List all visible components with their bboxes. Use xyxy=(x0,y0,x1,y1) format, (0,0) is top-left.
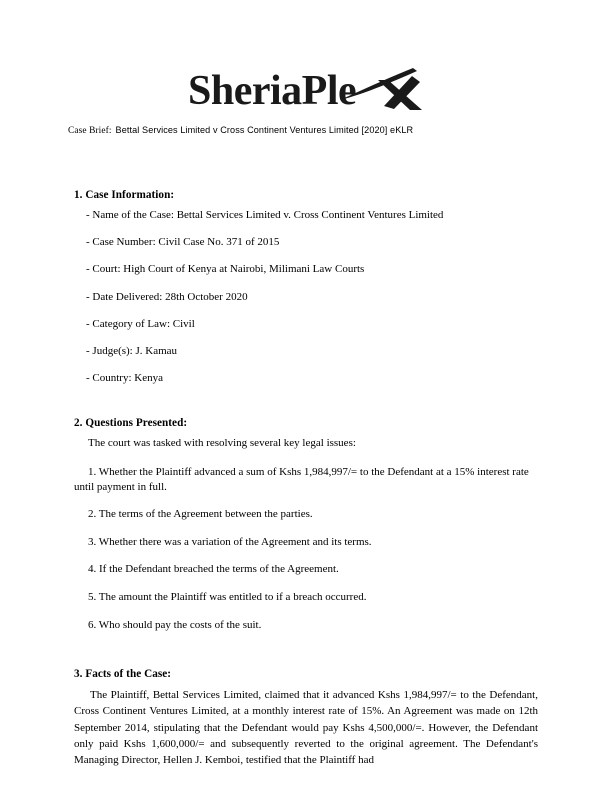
section-spacer xyxy=(74,645,538,667)
list-item: - Court: High Court of Kenya at Nairobi, Milimani Law Courts xyxy=(86,263,365,276)
list-item: - Judge(s): J. Kamau xyxy=(86,344,178,357)
list-item: - Country: Kenya xyxy=(86,372,163,385)
facts-paragraph: The Plaintiff, Bettal Services Limited, claimed that it advanced Kshs 1,984,997/= to the Defendant, Cross Continent Ventures Limited, at a monthly interest rate of 15%. An Agreement was made on 12th September 2014, stipulating that the Defendant would pay Kshs 4,500,000/=. However, the Defendant only paid Kshs 1,600,000/= and subsequently reverted to the original agreement. The Defendant's Managing Director, Hellen J. Kemboi, testified that the Plaintiff had xyxy=(74,689,538,767)
list-item: - Case Number: Civil Case No. 371 of 2015 xyxy=(86,236,280,249)
logo-header xyxy=(0,62,612,118)
sheriaplex-logo-icon xyxy=(188,62,424,118)
list-item: 2. The terms of the Agreement between the parties. xyxy=(88,508,313,521)
list-item: 4. If the Defendant breached the terms of the Agreement. xyxy=(88,563,339,576)
section-heading-case-information: 1. Case Information: xyxy=(74,189,175,201)
list-item: 3. Whether there was a variation of the Agreement and its terms. xyxy=(88,535,372,548)
list-item: - Name of the Case: Bettal Services Limited v. Cross Continent Ventures Limited xyxy=(86,209,444,221)
list-item: 5. The amount the Plaintiff was entitled to if a breach occurred. xyxy=(88,591,367,604)
case-citation-value: Bettal Services Limited v Cross Continent Ventures Limited [2020] eKLR xyxy=(115,125,414,135)
svg-text:SheriaPle: SheriaPle xyxy=(188,68,357,114)
questions-intro: The court was tasked with resolving several key legal issues: xyxy=(88,437,356,450)
case-citation xyxy=(68,124,548,138)
list-item: - Date Delivered: 28th October 2020 xyxy=(86,290,248,303)
document-body xyxy=(74,188,538,768)
case-brief-label: Case Brief: xyxy=(68,126,112,136)
section-spacer xyxy=(74,398,538,416)
list-item: 1. Whether the Plaintiff advanced a sum of Kshs 1,984,997/= to the Defendant at a 15% interest rate until payment in full. xyxy=(74,465,529,493)
section-case-information xyxy=(74,188,538,385)
section-heading-facts-of-the-case: 3. Facts of the Case: xyxy=(74,668,172,681)
section-facts-of-the-case xyxy=(74,667,538,768)
section-heading-questions-presented: 2. Questions Presented: xyxy=(74,417,188,430)
list-item: - Category of Law: Civil xyxy=(86,317,195,330)
section-questions-presented xyxy=(74,416,538,633)
case-information-list xyxy=(74,208,538,385)
questions-list xyxy=(74,465,538,633)
list-item: 6. Who should pay the costs of the suit. xyxy=(88,618,262,631)
